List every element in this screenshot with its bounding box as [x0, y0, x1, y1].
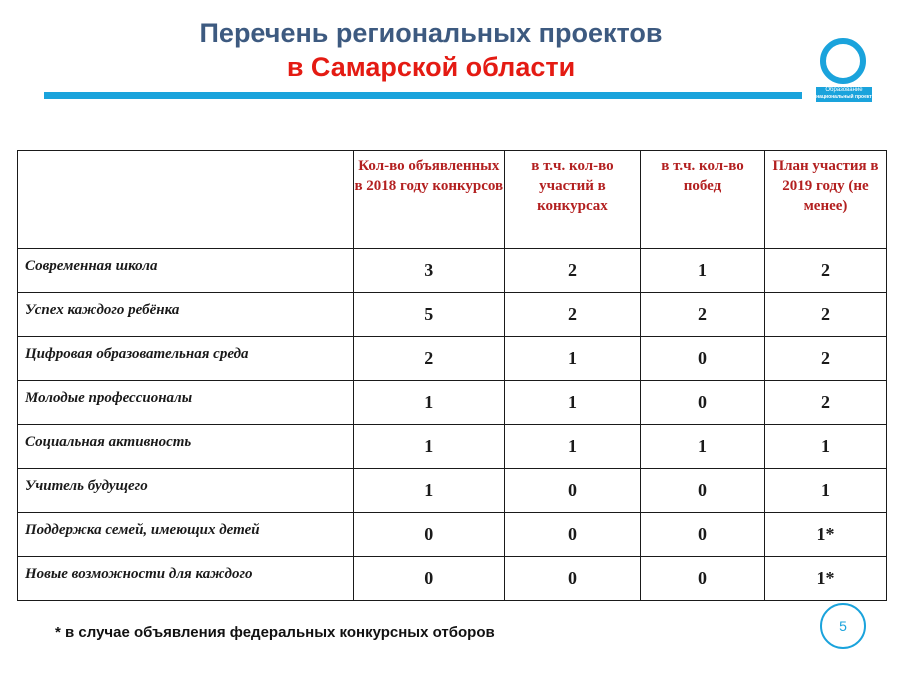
slide-title	[0, 16, 862, 84]
table-row	[18, 337, 887, 381]
brand-logo	[816, 38, 872, 106]
wins-count: 0	[641, 381, 765, 425]
logo-caption-main: Образование	[825, 87, 863, 93]
header-cell-wins: в т.ч. кол-во побед	[641, 151, 765, 249]
plan-count: 2	[764, 337, 886, 381]
title-line-2: в Самарской области	[286, 52, 576, 82]
project-name: Новые возможности для каждого	[18, 557, 354, 601]
project-name: Молодые профессионалы	[18, 381, 354, 425]
wins-count: 1	[641, 249, 765, 293]
participation-count: 2	[504, 293, 640, 337]
projects-table	[17, 150, 887, 601]
table-row	[18, 513, 887, 557]
project-name: Социальная активность	[18, 425, 354, 469]
project-name: Поддержка семей, имеющих детей	[18, 513, 354, 557]
participation-count: 0	[504, 469, 640, 513]
announced-count: 5	[353, 293, 504, 337]
footnote: * в случае объявления федеральных конкурсных отборов	[55, 624, 495, 641]
participation-count: 2	[504, 249, 640, 293]
project-name: Современная школа	[18, 249, 354, 293]
table-row	[18, 249, 887, 293]
logo-caption-sub: национальный проект	[816, 94, 872, 100]
announced-count: 1	[353, 425, 504, 469]
announced-count: 1	[353, 469, 504, 513]
page-number-badge: 5	[820, 603, 866, 649]
ring-logo-icon	[820, 38, 866, 84]
table-row	[18, 293, 887, 337]
participation-count: 1	[504, 381, 640, 425]
table-row	[18, 557, 887, 601]
wins-count: 0	[641, 337, 765, 381]
header-cell-plan-2019: План участия в 2019 году (не менее)	[764, 151, 886, 249]
plan-count: 1	[764, 425, 886, 469]
announced-count: 0	[353, 513, 504, 557]
wins-count: 0	[641, 557, 765, 601]
announced-count: 1	[353, 381, 504, 425]
header-cell-participations: в т.ч. кол-во участий в конкурсах	[504, 151, 640, 249]
announced-count: 0	[353, 557, 504, 601]
wins-count: 2	[641, 293, 765, 337]
table-row	[18, 425, 887, 469]
project-name: Цифровая образовательная среда	[18, 337, 354, 381]
announced-count: 3	[353, 249, 504, 293]
plan-count: 1	[764, 469, 886, 513]
project-name: Успех каждого ребёнка	[18, 293, 354, 337]
participation-count: 0	[504, 557, 640, 601]
wins-count: 0	[641, 513, 765, 557]
header-cell-empty	[18, 151, 354, 249]
project-name: Учитель будущего	[18, 469, 354, 513]
participation-count: 1	[504, 425, 640, 469]
plan-count: 1*	[764, 513, 886, 557]
table-row	[18, 469, 887, 513]
table-row	[18, 381, 887, 425]
plan-count: 1*	[764, 557, 886, 601]
plan-count: 2	[764, 249, 886, 293]
wins-count: 1	[641, 425, 765, 469]
header-cell-announced-2018: Кол-во объявленных в 2018 году конкурсов	[353, 151, 504, 249]
table-header-row	[18, 151, 887, 249]
participation-count: 1	[504, 337, 640, 381]
announced-count: 2	[353, 337, 504, 381]
title-line-1: Перечень региональных проектов	[199, 18, 663, 48]
title-underline-bar	[44, 92, 802, 99]
logo-plate	[816, 87, 872, 102]
participation-count: 0	[504, 513, 640, 557]
plan-count: 2	[764, 293, 886, 337]
plan-count: 2	[764, 381, 886, 425]
wins-count: 0	[641, 469, 765, 513]
